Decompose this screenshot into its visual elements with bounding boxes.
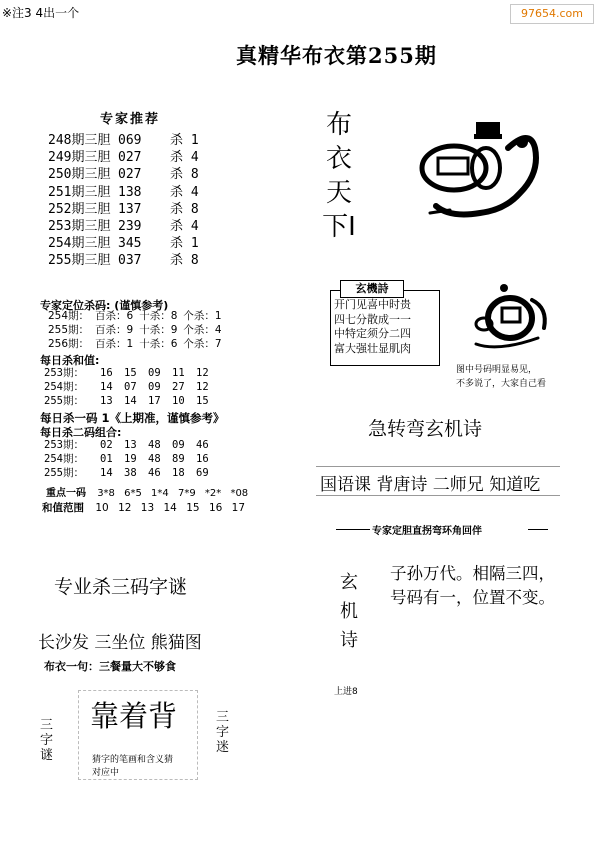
poem-section-line-1: 子孙万代。相隔三四， <box>390 564 555 583</box>
poem-box-lines <box>334 298 411 356</box>
list-item: 254期： 01 19 48 89 16 <box>44 453 209 465</box>
image-note-1: 图中号码明显易见， <box>456 365 538 375</box>
list-item: 255期三胆 037 杀 8 <box>48 253 199 269</box>
list-item: 249期三胆 027 杀 4 <box>48 150 199 166</box>
riddle-title: 专业杀三码字谜 <box>54 576 188 598</box>
list-item: 256期： 百杀：1 十杀：6 个杀：7 <box>48 338 222 350</box>
list-item: 251期三胆 138 杀 4 <box>48 184 199 200</box>
daily-kill-two-list <box>44 438 220 480</box>
page-title: 真精华布衣第255期 <box>236 43 437 68</box>
position-kill-list <box>48 309 228 351</box>
focus-row: 重点一码 3*8 6*5 1*4 7*9 *2* *08 <box>46 488 249 499</box>
poem-boxed-line: 国语课 背唐诗 二师兄 知道吃 <box>320 475 541 495</box>
poem-drawing <box>468 282 552 358</box>
site-watermark: 97654.com <box>510 4 594 24</box>
daily-kill-one-title: 每日杀一码 1《上期准，谨慎参考》 <box>40 411 225 425</box>
poem-section-vertical: 玄机诗 <box>340 572 358 651</box>
riddle-right-vertical: 三字迷 <box>216 710 230 755</box>
riddle-note-2: 对应中 <box>92 768 120 778</box>
list-item: 248期三胆 069 杀 1 <box>48 133 199 148</box>
list-item: 255期： 13 14 17 10 15 <box>44 395 209 407</box>
daily-kill-sum-title: 每日杀和值: <box>40 354 100 367</box>
daily-kill-sum-list <box>44 366 220 408</box>
divider-right <box>528 529 548 530</box>
poem-box-header: 玄機詩 <box>340 280 404 298</box>
list-item: 253期三胆 239 杀 4 <box>48 219 199 235</box>
riddle-center-word: 靠着背 <box>90 699 178 733</box>
poem-section-line-2: 号码有一，位置不变。 <box>390 588 555 607</box>
list-item: 253期： 16 15 09 11 12 <box>44 367 209 379</box>
expert-recommend-list <box>48 132 199 270</box>
list-item: 250期三胆 027 杀 8 <box>48 167 199 183</box>
poem-line: 四七分散成一一 <box>334 312 411 326</box>
daily-kill-two-title: 每日杀二码组合: <box>40 426 122 439</box>
sum-range-row: 和值范围 10 12 13 14 15 16 17 <box>42 502 246 514</box>
divider-text: 专家定胆直拐弯环角回伴 <box>372 526 482 537</box>
focus-label: 重点一码 <box>46 488 86 499</box>
list-item: 254期： 百杀：6 十杀：8 个杀：1 <box>48 310 222 322</box>
riddle-note-1: 猜字的笔画和含义猜 <box>92 755 174 765</box>
poem-section-title: 急转弯玄机诗 <box>368 418 483 440</box>
poem-line: 开门见喜中时贵 <box>334 298 411 311</box>
list-item: 254期三胆 345 杀 1 <box>48 236 199 252</box>
riddle-left-vertical: 三字谜 <box>40 718 54 763</box>
image-note-2: 不多说了，大家自己看 <box>456 379 547 389</box>
sum-range-label: 和值范围 <box>42 502 84 514</box>
poem-line: 富大强壮显肌肉 <box>334 341 411 355</box>
position-kill-title: 专家定位杀码: (谨慎参考) <box>40 299 169 312</box>
buyi-drawing <box>410 118 550 230</box>
list-item: 255期： 14 38 46 18 69 <box>44 467 209 479</box>
list-item: 254期： 14 07 09 27 12 <box>44 381 209 393</box>
riddle-subtitle: 长沙发 三坐位 熊猫图 <box>38 633 202 653</box>
poem-line: 中特定须分二四 <box>334 327 411 340</box>
corner-note: ※注3 4出一个 <box>2 6 80 20</box>
list-item: 255期： 百杀：9 十杀：9 个杀：4 <box>48 324 222 336</box>
expert-recommend-title: 专家推荐 <box>100 112 161 127</box>
divider-left <box>336 529 370 530</box>
buyi-vertical-title: 布衣天下I <box>322 110 356 242</box>
poem-section-small: 上进8 <box>334 687 358 697</box>
list-item: 252期三胆 137 杀 8 <box>48 201 199 217</box>
list-item: 253期： 02 13 48 09 46 <box>44 439 209 451</box>
riddle-line: 布衣一句：三餐量大不够食 <box>44 660 176 673</box>
